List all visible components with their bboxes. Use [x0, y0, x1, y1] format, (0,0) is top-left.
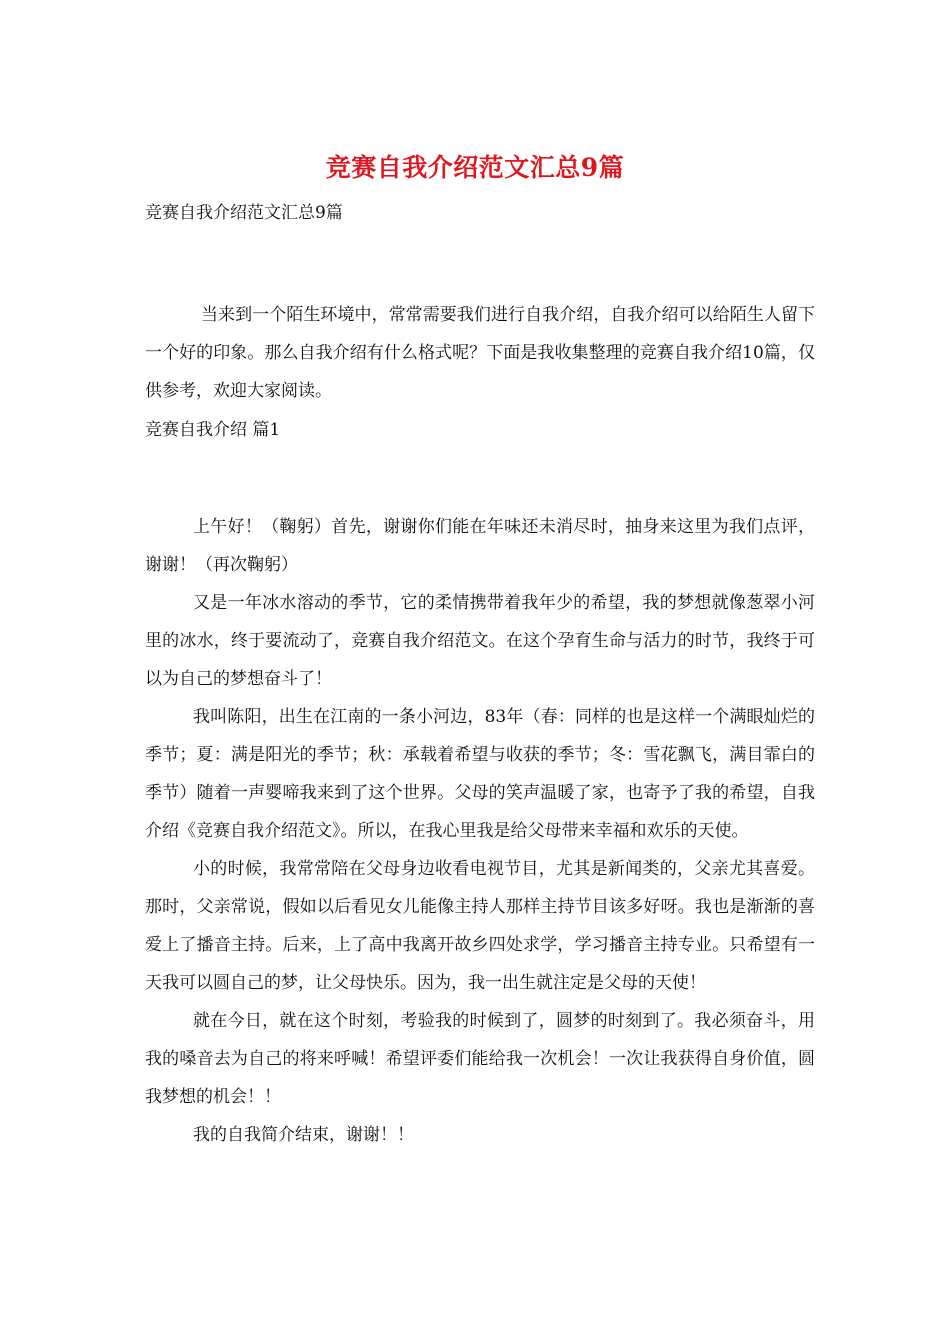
body-paragraph: 上午好！（鞠躬）首先，谢谢你们能在年味还未消尽时，抽身来这里为我们点评，谢谢！（再次鞠躬） — [145, 517, 815, 575]
body-paragraph: 小的时候，我常常陪在父母身边收看电视节目，尤其是新闻类的，父亲尤其喜爱。那时，父亲常说，假如以后看见女儿能像主持人那样主持节目该多好呀。我也是渐渐的喜爱上了播音主持。后来，上了高中我离开故乡四处求学，学习播音主持专业。只希望有一天我可以圆自己的梦，让父母快乐。因为，我一出生就注定是父母的天使！ — [145, 859, 815, 993]
body-paragraph: 我的自我简介结束，谢谢！！ — [193, 1125, 414, 1145]
body-paragraph: 又是一年冰水溶动的季节，它的柔情携带着我年少的希望，我的梦想就像葱翠小河里的冰水，终于要流动了，竞赛自我介绍范文。在这个孕育生命与活力的时节，我终于可以为自己的梦想奋斗了！ — [145, 593, 815, 689]
body-paragraph: 就在今日，就在这个时刻，考验我的时候到了，圆梦的时刻到了。我必须奋斗，用我的嗓音去为自己的将来呼喊！希望评委们能给我一次机会！一次让我获得自身价值，圆我梦想的机会！！ — [145, 1011, 815, 1107]
section-heading: 竞赛自我介绍 篇1 — [145, 420, 281, 440]
document-title: 竞赛自我介绍范文汇总9篇 — [325, 153, 625, 182]
document-subtitle: 竞赛自我介绍范文汇总9篇 — [145, 203, 343, 223]
section-content — [145, 508, 815, 1154]
intro-paragraph: 当来到一个陌生环境中，常常需要我们进行自我介绍，自我介绍可以给陌生人留下一个好的印象。那么自我介绍有什么格式呢？下面是我收集整理的竞赛自我介绍10篇，仅供参考，欢迎大家阅读。 — [145, 305, 815, 401]
body-paragraph: 我叫陈阳，出生在江南的一条小河边，83年（春：同样的也是这样一个满眼灿烂的季节；夏：满是阳光的季节；秋：承载着希望与收获的季节；冬：雪花飘飞，满目霏白的季节）随着一声婴啼我来到了这个世界。父母的笑声温暖了家，也寄予了我的希望，自我介绍《竞赛自我介绍范文》。所以，在我心里我是给父母带来幸福和欢乐的天使。 — [145, 707, 815, 841]
